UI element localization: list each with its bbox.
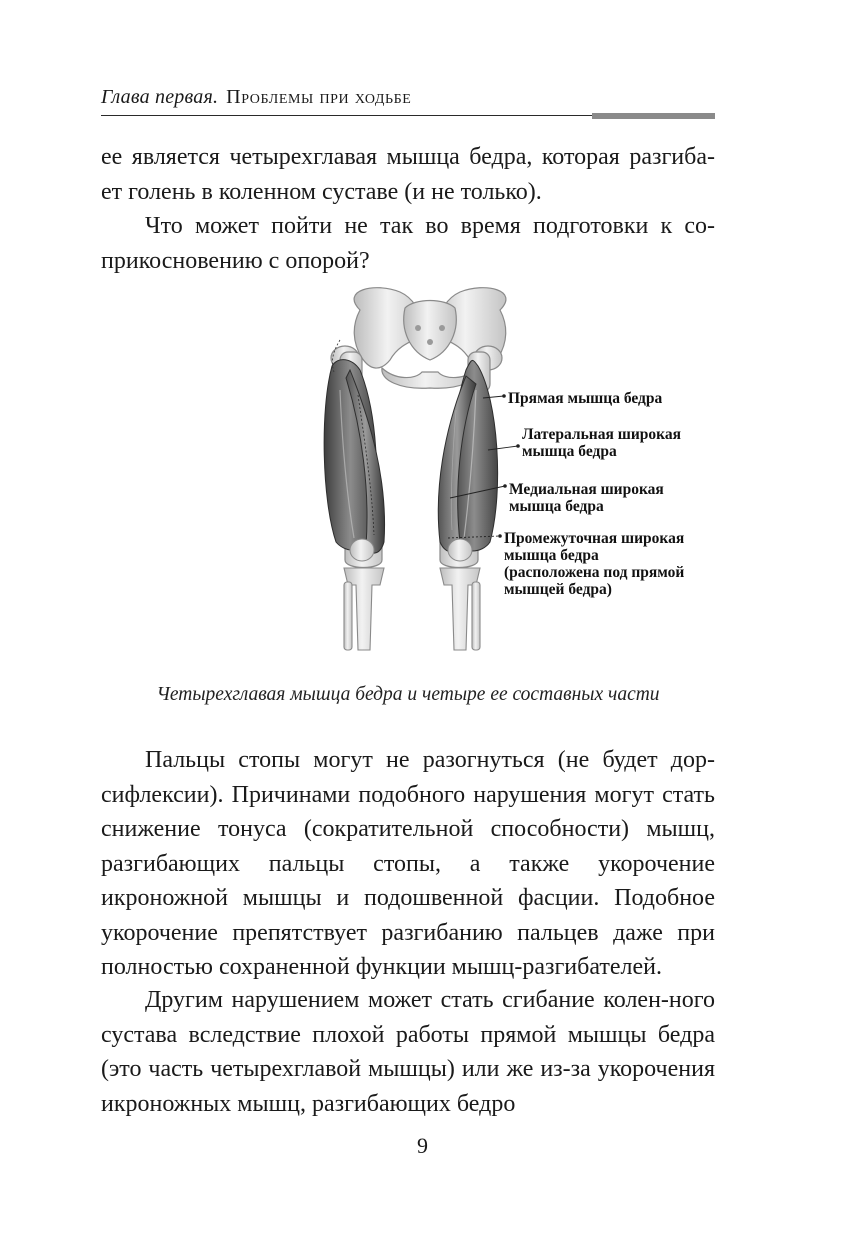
label-rectus-femoris: Прямая мышца бедра [508, 390, 663, 407]
label-vastus-intermedius-4: мышцей бедра) [504, 581, 612, 598]
left-quadriceps [324, 340, 384, 553]
quadriceps-illustration [300, 280, 720, 660]
figure-caption: Четырехглавая мышца бедра и четыре ее составных части [156, 684, 660, 705]
left-patella [350, 539, 374, 561]
left-lower-leg [344, 568, 384, 650]
right-lower-leg [440, 568, 480, 650]
quadriceps-figure [300, 280, 720, 660]
running-head [101, 86, 411, 109]
label-vastus-medialis-2: мышца бедра [509, 498, 604, 515]
paragraph-3: Пальцы стопы могут не разогнуться (не будет дор-сифлексии). Причинами подобного нарушения могут стать снижение тонуса (сократительной способности) мышц, разгибающих пальцы стопы, а также укорочение икроножной мышцы и подошвенной фасции. Подобное укорочение препятствует разгибанию пальцев даже при полностью сохраненной функции мышц-разгибателей. [101, 747, 715, 980]
label-vastus-lateralis-1: Латеральная широкая [522, 426, 681, 443]
leader-dots [498, 394, 520, 538]
paragraph-1: ее является четырехглавая мышца бедра, которая разгиба-ет голень в коленном суставе (и не только). [101, 144, 715, 205]
paragraph-4: Другим нарушением может стать сгибание колен-ного сустава вследствие плохой работы прямой мышцы бедра (это часть четырехглавой мышцы) или же из-за укорочения икроножных мышц, разгибающих бедро [101, 987, 715, 1117]
chapter-title: Глава первая. [101, 86, 219, 108]
label-vastus-lateralis-2: мышца бедра [522, 443, 617, 460]
page-number: 9 [417, 1133, 428, 1158]
section-title: Проблемы при ходьбе [226, 86, 412, 108]
label-vastus-intermedius-2: мышца бедра [504, 547, 599, 564]
label-vastus-medialis-1: Медиальная широкая [509, 481, 664, 498]
right-patella [448, 539, 472, 561]
label-vastus-intermedius-1: Промежуточная широкая [504, 530, 685, 547]
label-vastus-intermedius-3: (расположена под прямой [504, 564, 685, 581]
header-bar [592, 113, 715, 119]
paragraph-2: Что может пойти не так во время подготовки к со-прикосновению с опорой? [101, 213, 715, 274]
